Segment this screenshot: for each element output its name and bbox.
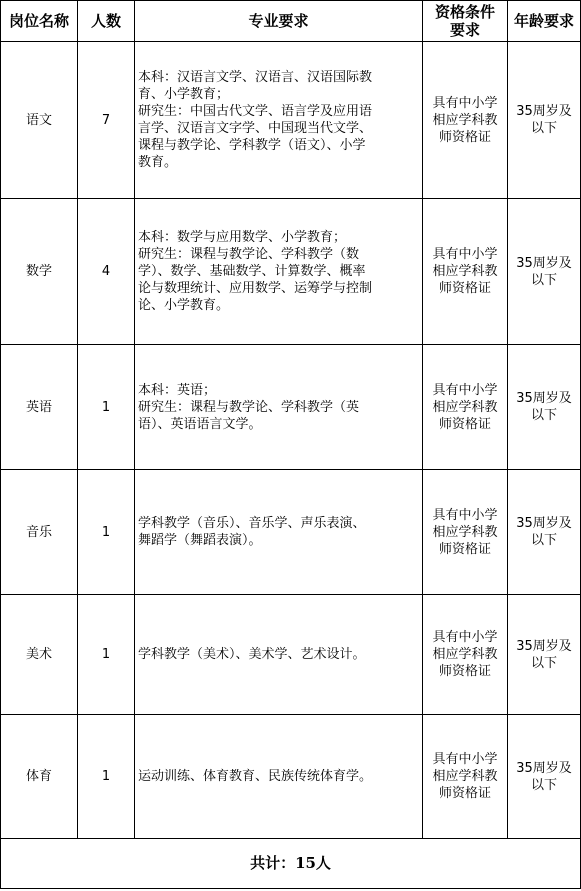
table-row (1, 199, 581, 345)
major-line: 学科教学（美术）、美术学、艺术设计。 (138, 647, 366, 662)
header-major: 专业要求 (135, 1, 423, 42)
major-line: 运动训练、体育教育、民族传统体育学。 (138, 769, 373, 784)
position-cell: 音乐 (1, 470, 78, 595)
qualification-line: 具有中小学 (432, 630, 498, 645)
major-cell (135, 345, 423, 470)
header-qualification-line: 资格条件 (434, 3, 495, 21)
qualification-line: 师资格证 (438, 281, 491, 296)
age-line: 以下 (530, 272, 557, 288)
major-line: 教育。 (138, 155, 178, 170)
major-cell (135, 42, 423, 199)
qualification-line: 具有中小学 (432, 382, 498, 398)
position-cell: 语文 (1, 42, 78, 199)
header-position: 岗位名称 (1, 1, 78, 42)
age-line: 以下 (530, 655, 557, 671)
qualification-line: 师资格证 (438, 664, 491, 679)
qualification-line: 师资格证 (438, 541, 491, 557)
major-line: 学）、数学、基础数学、计算数学、概率 (138, 264, 366, 279)
total-row (1, 839, 581, 889)
major-line: 研究生：课程与教学论、学科教学（英 (138, 399, 360, 415)
age-cell (508, 715, 581, 839)
header-row (1, 1, 581, 42)
major-line: 言学、汉语言文字学、中国现当代文学、 (138, 121, 373, 136)
age-cell (508, 42, 581, 199)
qualification-line: 相应学科教 (432, 524, 498, 540)
qualification-line: 师资格证 (438, 129, 491, 145)
age-line: 以下 (530, 777, 557, 793)
major-cell (135, 595, 423, 715)
major-cell (135, 199, 423, 345)
age-cell (508, 199, 581, 345)
major-line: 舞蹈学（舞蹈表演）。 (138, 533, 262, 548)
header-qualification (423, 1, 508, 42)
age-line: 35周岁及 (516, 104, 572, 119)
age-line: 35周岁及 (516, 391, 572, 406)
qualification-line: 相应学科教 (432, 112, 498, 128)
qualification-line: 具有中小学 (432, 95, 498, 111)
qualification-line: 师资格证 (438, 416, 491, 432)
count-cell: 1 (78, 470, 135, 595)
position-cell: 数学 (1, 199, 78, 345)
position-cell: 美术 (1, 595, 78, 715)
major-line: 本科：汉语言文学、汉语言、汉语国际教 (138, 70, 373, 85)
major-line: 论与数理统计、应用数学、运筹学与控制 (138, 281, 373, 296)
major-line: 研究生：课程与教学论、学科教学（数 (138, 247, 360, 262)
qualification-cell (423, 42, 508, 199)
age-line: 35周岁及 (516, 760, 572, 776)
header-age: 年龄要求 (508, 1, 581, 42)
qualification-line: 师资格证 (438, 786, 491, 801)
age-line: 以下 (530, 121, 557, 136)
qualification-line: 相应学科教 (432, 769, 498, 784)
qualification-cell (423, 345, 508, 470)
table-row (1, 595, 581, 715)
age-line: 35周岁及 (516, 638, 572, 654)
total-cell: 共计：15人 (1, 839, 581, 889)
major-line: 本科：数学与应用数学、小学教育； (138, 230, 347, 245)
position-cell: 英语 (1, 345, 78, 470)
count-cell: 4 (78, 199, 135, 345)
major-cell (135, 470, 423, 595)
major-line: 论、小学教育。 (138, 298, 230, 313)
qualification-cell (423, 715, 508, 839)
age-line: 35周岁及 (516, 516, 572, 531)
major-line: 研究生：中国古代文学、语言学及应用语 (138, 104, 373, 119)
age-line: 以下 (530, 408, 557, 423)
table-row (1, 345, 581, 470)
major-line: 学科教学（音乐）、音乐学、声乐表演、 (138, 516, 366, 531)
table-row (1, 715, 581, 839)
count-cell: 1 (78, 345, 135, 470)
age-line: 以下 (530, 533, 557, 548)
header-qualification-line: 要求 (449, 21, 480, 39)
qualification-line: 相应学科教 (432, 264, 498, 279)
qualification-line: 具有中小学 (432, 507, 498, 523)
count-cell: 7 (78, 42, 135, 199)
age-line: 35周岁及 (516, 255, 572, 271)
age-cell (508, 595, 581, 715)
qualification-line: 具有中小学 (432, 247, 498, 262)
major-line: 语）、英语语言文学。 (138, 416, 262, 432)
qualification-cell (423, 595, 508, 715)
qualification-line: 相应学科教 (432, 399, 498, 415)
major-line: 育、小学教育； (138, 87, 230, 102)
age-cell (508, 470, 581, 595)
qualification-cell (423, 199, 508, 345)
header-count: 人数 (78, 1, 135, 42)
age-cell (508, 345, 581, 470)
qualification-line: 相应学科教 (432, 647, 498, 662)
major-cell (135, 715, 423, 839)
qualification-cell (423, 470, 508, 595)
table-row (1, 42, 581, 199)
count-cell: 1 (78, 595, 135, 715)
major-line: 本科：英语； (138, 382, 217, 398)
table-row (1, 470, 581, 595)
count-cell: 1 (78, 715, 135, 839)
major-line: 课程与教学论、学科教学（语文）、小学 (138, 138, 366, 153)
position-cell: 体育 (1, 715, 78, 839)
qualification-line: 具有中小学 (432, 752, 498, 767)
